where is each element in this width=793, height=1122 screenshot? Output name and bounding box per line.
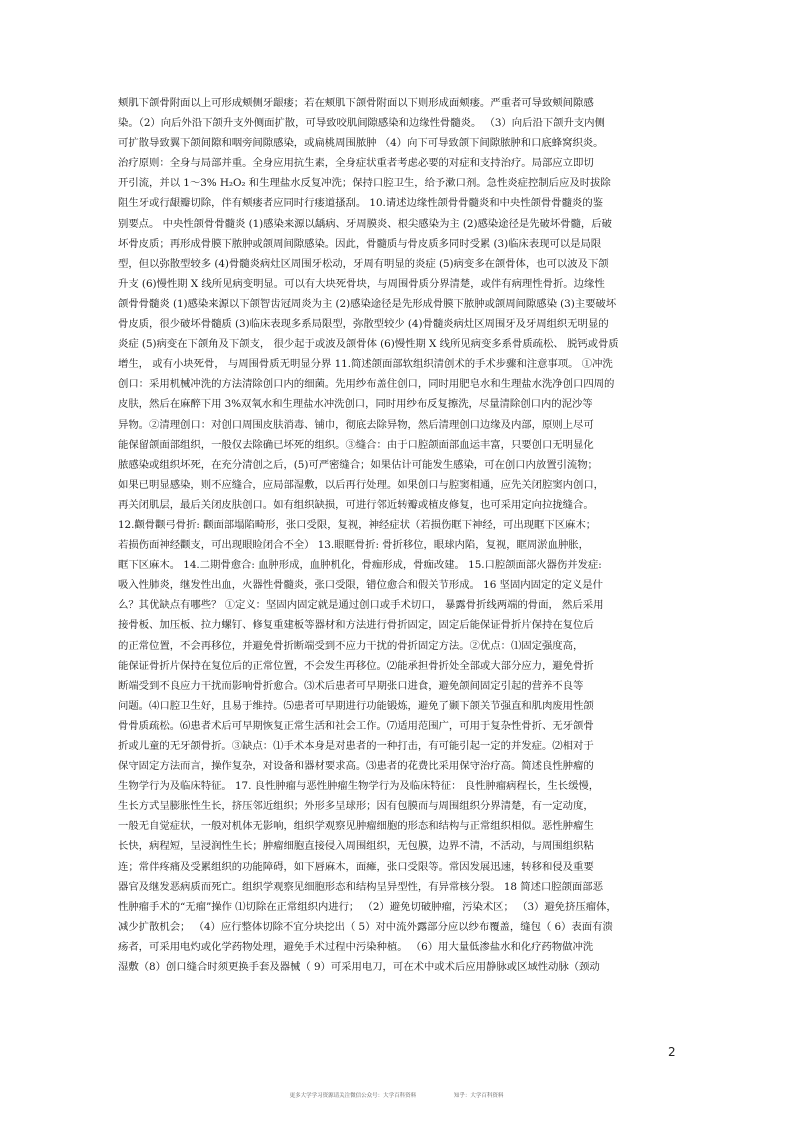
text-line: 治疗原则：全身与局部并重。全身应用抗生素，全身症状重者考虑必要的对症和支持治疗。局部应立即切 bbox=[118, 157, 594, 170]
text-line: 颊肌下颌骨附面以上可形成颊侧牙龈瘘；若在颊肌下颌骨附面以下则形成面颊瘘。严重者可导致颊间隙感 bbox=[118, 97, 594, 109]
page-text bbox=[118, 93, 682, 977]
text-line: 的正常位置，不会再移位，并避免骨折断端受到不应力干扰的骨折固定方法。②优点：⑴固定强度高， bbox=[118, 639, 584, 652]
text-line: 器官及继发恶病质而死亡。组织学观察见细胞形态和结构呈异型性，有异常核分裂。 18 简述口腔颌面部恶 bbox=[118, 880, 603, 893]
text-line: 一般无自觉症状，一般对机体无影响，组织学观察见肿瘤细胞的形态和结构与正常组织相似。恶性肿瘤生 bbox=[118, 820, 594, 833]
text-line: 接骨板、加压板、拉力螺钉、修复重建板等器材和方法进行骨折固定，固定后能保证骨折片保持在复位后 bbox=[118, 619, 594, 632]
text-line: 能保证骨折片保持在复位后的正常位置，不会发生再移位。⑵能承担骨折处全部或大部分应力，避免骨折 bbox=[118, 659, 594, 672]
footer-wechat-note: 更多大学学习资源请关注微信公众号：大学百科资料 bbox=[289, 1093, 417, 1099]
text-line: 长快，病程短，呈浸润性生长；肿瘤细胞直接侵入周围组织，无包膜，边界不清，不活动，与周围组织粘 bbox=[118, 840, 594, 853]
text-line: 疡者，可采用电灼或化学药物处理，避免手术过程中污染种植。 （6）用大量低渗盐水和化疗药物做冲洗 bbox=[118, 940, 594, 953]
text-line: 骨骨质疏松。⑹患者术后可早期恢复正常生活和社会工作。⑺适用范围广，可用于复杂性骨折、无牙颌骨 bbox=[118, 719, 594, 732]
footer-zhihu-note: 知乎：大学百科资料 bbox=[453, 1093, 504, 1099]
text-line: 开引流，并以 1～3% H₂O₂ 和生理盐水反复冲洗；保持口腔卫生，给予漱口剂。急性炎症控制后应及时拔除 bbox=[118, 177, 611, 190]
text-line: 吸入性肺炎，继发性出血，火器性骨髓炎，张口受限，错位愈合和假关节形成。 16 坚固内固定的定义是什 bbox=[118, 579, 603, 592]
text-line: 创口：采用机械冲洗的方法清除创口内的细菌。先用纱布盖住创口，同时用肥皂水和生理盐水洗净创口四周的 bbox=[118, 378, 615, 391]
text-line: 如果已明显感染，则不应缝合，应局部湿敷，以后再行处理。如果创口与腔窦相通，应先关闭腔窦内创口， bbox=[118, 478, 605, 491]
text-line: 减少扩散机会； （4）应行整体切除不宜分块挖出（ 5）对中流外露部分应以纱布覆盖，缝包（ 6）表面有溃 bbox=[118, 920, 613, 933]
text-line: 生物学行为及临床特征。 17. 良性肿瘤与恶性肿瘤生物学行为及临床特征： 良性肿瘤病程长，生长缓慢， bbox=[118, 780, 600, 793]
text-line: 可扩散导致翼下颌间隙和咽旁间隙感染，或扁桃周围脓肿 （4）向下可导致颌下间隙脓肿和口底蜂窝织炎。 bbox=[118, 137, 604, 150]
text-line: 能保留颌面部组织，一般仅去除确已坏死的组织。③缝合：由于口腔颌面部血运丰富，只要创口无明显化 bbox=[118, 438, 594, 451]
text-line: 生长方式呈膨胀性生长，挤压邻近组织；外形多呈球形；因有包膜而与周围组织分界清楚，有一定动度， bbox=[118, 800, 594, 813]
text-line: 染。（2）向后外沿下颌升支外侧面扩散，可导致咬肌间隙感染和边缘性骨髓炎。 （3）向后沿下颌升支内侧 bbox=[118, 117, 605, 130]
text-line: 坏骨皮质；再形成骨膜下脓肿或颌周间隙感染。因此，骨髓质与骨皮质多同时受累 (3)临床表现可以是局限 bbox=[118, 237, 602, 250]
text-line: 增生， 或有小块死骨， 与周围骨质无明显分界 11.简述颌面部软组织清创术的手术步骤和注意事项。 ①冲洗 bbox=[118, 358, 613, 371]
text-line: 异物。②清理创口：对创口周围皮肤消毒、铺巾，彻底去除异物，然后清理创口边缘及内部，原则上尽可 bbox=[118, 418, 594, 431]
text-line: 型，但以弥散型较多 (4)骨髓炎病灶区周围牙松动，牙周有明显的炎症 (5)病变多在颌骨体，也可以波及下颌 bbox=[118, 257, 609, 270]
text-line: 湿敷（8）创口缝合时须更换手套及器械（ 9）可采用电刀，可在术中或术后应用静脉或区域性动脉（颈动 bbox=[118, 961, 600, 974]
text-line: 皮肤，然后在麻醉下用 3%双氧水和生理盐水冲洗创口，同时用纱布反复擦洗，尽量清除创口内的泥沙等 bbox=[118, 398, 593, 411]
text-line: 连；常伴疼痛及受累组织的功能障碍，如下唇麻木，面瘫，张口受限等。常因发展迅速，转移和侵及重要 bbox=[118, 860, 594, 873]
text-line: 阻生牙或行龈瓣切除，伴有颊瘘者应同时行瘘道搔刮。 10.请述边缘性颌骨骨髓炎和中央性颌骨骨髓炎的鉴 bbox=[118, 197, 603, 210]
text-line: 若损伤面神经颧支，可出现眼睑闭合不全） 13.眼眶骨折: 骨折移位，眼球内陷，复视，眶周淤血肿胀， bbox=[118, 539, 589, 552]
text-line: 骨皮质，很少破坏骨髓质 (3)临床表现多系局限型，弥散型较少 (4)骨髓炎病灶区周围牙及牙周组织无明显的 bbox=[118, 318, 609, 331]
text-line: 脓感染或组织坏死，在充分清创之后，(5)可严密缝合；如果估计可能发生感染，可在创口内放置引流物； bbox=[118, 458, 598, 471]
text-line: 问题。⑷口腔卫生好，且易于维持。⑸患者可早期进行功能锻炼，避免了颞下颌关节强直和肌肉废用性颌 bbox=[118, 699, 594, 712]
text-line: 断端受到不良应力干扰而影响骨折愈合。⑶术后患者可早期张口进食，避免颌间固定引起的营养不良等 bbox=[118, 679, 584, 692]
text-line: 升支 (6)慢性期 X 线所见病变明显。可以有大块死骨块，与周围骨质分界清楚，或伴有病理性骨折。边缘性 bbox=[118, 277, 605, 290]
text-line: 12.颧骨颧弓骨折: 颧面部塌陷畸形，张口受限，复视，神经症状（若损伤眶下神经，可出现眶下区麻木； bbox=[118, 518, 597, 531]
text-line: 折或儿童的无牙颌骨折。③缺点：⑴手术本身是对患者的一种打击，有可能引起一定的并发症。⑵相对于 bbox=[118, 740, 594, 752]
text-line: 性肿瘤手术的“无瘤”操作 ⑴切除在正常组织内进行； （2）避免切破肿瘤，污染术区； （3）避免挤压瘤体， bbox=[118, 900, 617, 913]
text-line: 保守固定方法而言，操作复杂，对设备和器材要求高。⑶患者的花费比采用保守治疗高。简述良性肿瘤的 bbox=[118, 760, 594, 773]
text-line: 再关闭肌层，最后关闭皮肤创口。如有组织缺损，可进行邻近转瓣或植皮修复，也可采用定向拉拢缝合。 bbox=[118, 498, 594, 511]
text-line: 别要点。 中央性颌骨骨髓炎 (1)感染来源以龋病、牙周膜炎、根尖感染为主 (2)感染途径是先破坏骨髓，后破 bbox=[118, 217, 612, 230]
text-line: 眶下区麻木。 14.二期骨愈合: 血肿形成，血肿机化，骨痂形成，骨痂改建。 15.口腔颌面部火器伤并发症: bbox=[118, 559, 602, 572]
text-line: 么？其优缺点有哪些？ ①定义：坚固内固定就是通过创口或手术切口， 暴露骨折线两端的骨面， 然后采用 bbox=[118, 599, 604, 612]
page-footer bbox=[0, 1091, 793, 1099]
text-line: 炎症 (5)病变在下颌角及下颌支， 很少起于或波及颌骨体 (6)慢性期 X 线所见病变多系骨质疏松、 脱钙或骨质 bbox=[118, 338, 619, 351]
page-number: 2 bbox=[668, 1045, 676, 1059]
text-line: 颌骨骨髓炎 (1)感染来源以下颌智齿冠周炎为主 (2)感染途径是先形成骨膜下脓肿或颌周间隙感染 (3)主要破坏 bbox=[118, 297, 617, 310]
